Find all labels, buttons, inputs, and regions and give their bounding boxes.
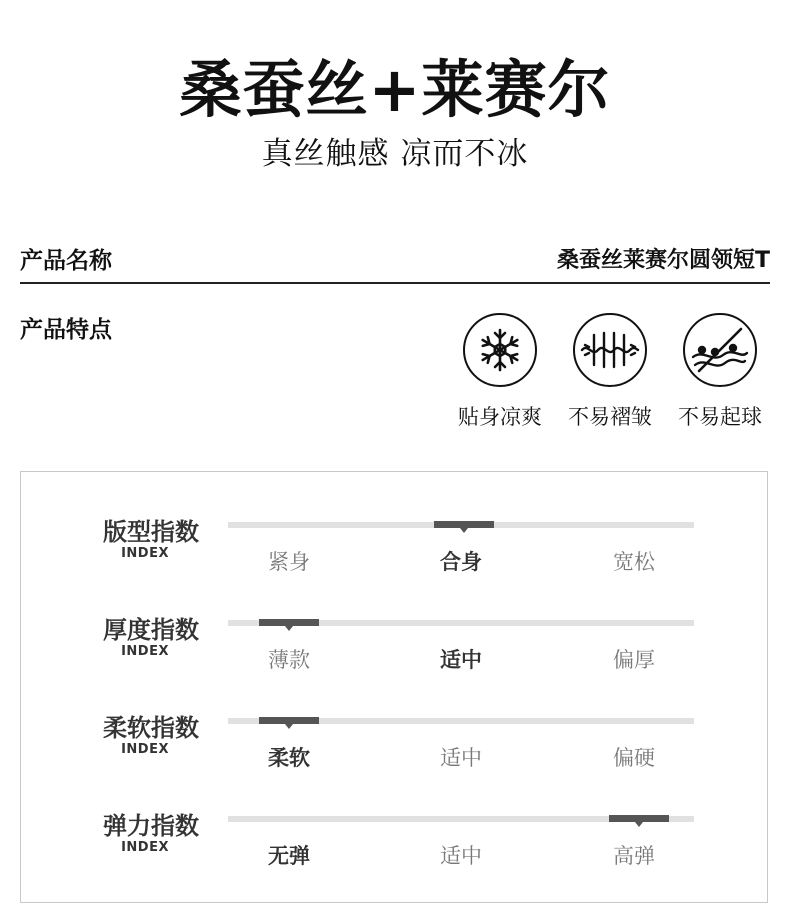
page-title: 桑蚕丝+莱赛尔 [179,53,611,126]
scale-option: 适中 [440,844,482,868]
feature-label: 贴身凉爽 [458,405,542,429]
snowflake-icon [463,313,537,387]
scale-marker [434,521,494,528]
no-pilling-icon [683,313,757,387]
scale-option: 薄款 [268,648,310,672]
feature-item-cool [445,313,555,431]
scale-option: 偏硬 [613,746,655,770]
scale-option: 紧身 [268,550,310,574]
scale-title: 版型指数 [103,518,199,546]
scale-title: 厚度指数 [103,616,199,644]
scale-elasticity [21,806,769,896]
scale-option-selected: 适中 [440,648,482,672]
scale-option: 适中 [440,746,482,770]
scale-fit [21,512,769,602]
scale-thickness [21,610,769,700]
feature-label: 不易起球 [678,405,762,429]
product-features-label: 产品特点 [20,317,112,343]
fabric-wrinkle-icon [573,313,647,387]
scale-option-selected: 无弹 [268,844,310,868]
scale-option: 高弹 [613,844,655,868]
scale-title: 柔软指数 [103,714,199,742]
index-panel [20,471,768,903]
product-name-label: 产品名称 [20,248,112,274]
scale-marker [259,619,319,626]
scale-softness [21,708,769,798]
product-name-value: 桑蚕丝莱赛尔圆领短T [556,248,770,273]
feature-item-no-pilling [665,313,775,431]
feature-label: 不易褶皱 [568,405,652,429]
scale-marker [609,815,669,822]
feature-item-wrinkle-free [555,313,665,431]
page-subtitle: 真丝触感 凉而不冰 [261,136,529,172]
scale-title: 弹力指数 [103,812,199,840]
scale-marker [259,717,319,724]
divider [20,282,770,284]
scale-index-label: INDEX [121,840,169,855]
scale-index-label: INDEX [121,546,169,561]
scale-option: 宽松 [613,550,655,574]
scale-index-label: INDEX [121,644,169,659]
scale-option-selected: 合身 [440,550,482,574]
scale-index-label: INDEX [121,742,169,757]
scale-option: 偏厚 [613,648,655,672]
scale-option-selected: 柔软 [268,746,310,770]
